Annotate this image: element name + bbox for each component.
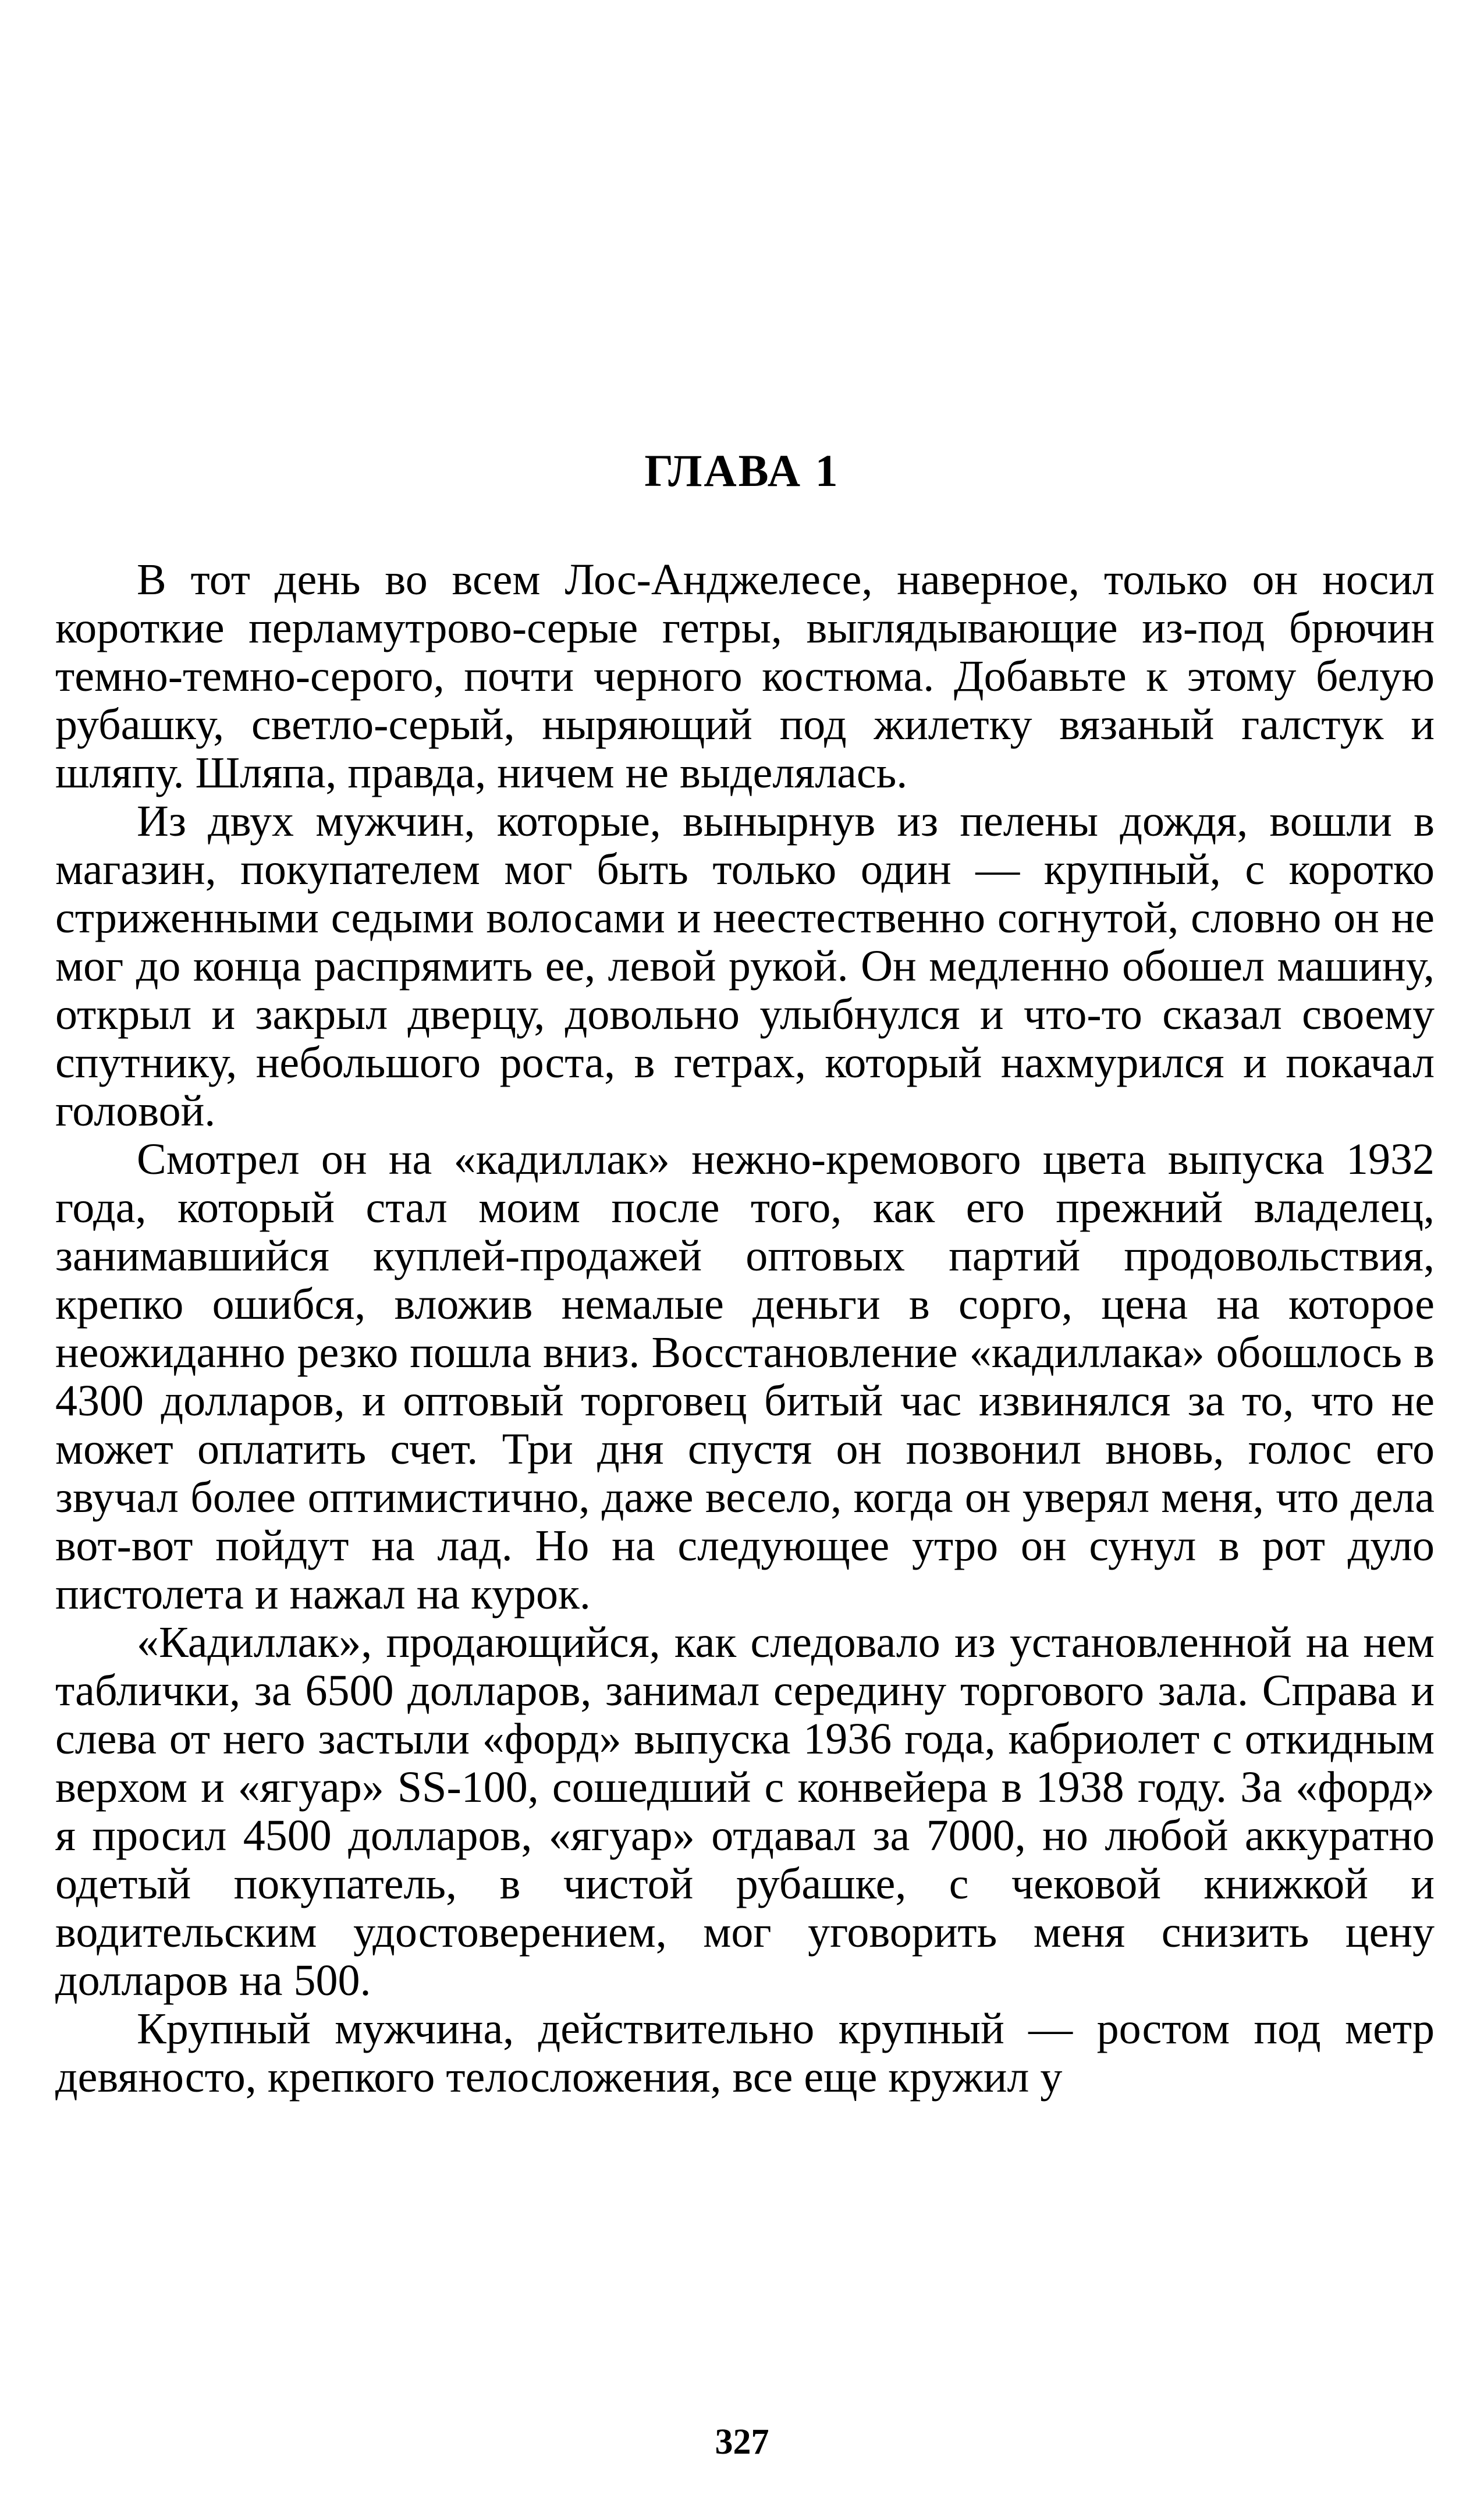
chapter-title: ГЛАВА 1 [644,445,840,496]
paragraph-3: Смотрел он на «кадиллак» нежно-кремового цвета выпуска 1932 года, который стал моим после того, как его прежний владелец, занимавшийся куплей-продажей оптовых партий продовольствия, крепко ошибся, вложив немалые деньги в сорго, цена на которое неожиданно резко пошла вниз. Восстановление «кадиллака» обошлось в 4300 долларов, и оптовый торговец битый час извинялся за то, что не может оплатить счет. Три дня спустя он позвонил вновь, голос его звучал более оптимистично, даже весело, когда он уверял меня, что дела вот-вот пойдут на лад. Но на следующее утро он сунул в рот дуло пистолета и нажал на курок. [55,1135,1435,1619]
page-number: 327 [715,2422,769,2462]
paragraph-5: Крупный мужчина, действительно крупный — ростом под метр девяносто, крепкого телосложения, все еще кружил у [55,2004,1435,2102]
paragraph-1: В тот день во всем Лос-Анджелесе, наверное, только он носил короткие перламутрово-серые гетры, выглядывающие из-под брючин темно-темно-серого, почти черного костюма. Добавьте к этому белую рубашку, светло-серый, ныряющий под жилетку вязаный галстук и шляпу. Шляпа, правда, ничем не выделялась. [55,555,1435,797]
paragraph-2: Из двух мужчин, которые, вынырнув из пелены дождя, вошли в магазин, покупателем мог быть только один — крупный, с коротко стриженными седыми волосами и неестественно согнутой, словно он не мог до конца распрямить ее, левой рукой. Он медленно обошел машину, открыл и закрыл дверцу, довольно улыбнулся и что-то сказал своему спутнику, небольшого роста, в гетрах, который нахмурился и покачал головой. [55,797,1435,1135]
paragraph-4: «Кадиллак», продающийся, как следовало из установленной на нем таблички, за 6500 долларов, занимал середину торгового зала. Справа и слева от него застыли «форд» выпуска 1936 года, кабриолет с откидным верхом и «ягуар» SS-100, сошедший с конвейера в 1938 году. За «форд» я просил 4500 долларов, «ягуар» отдавал за 7000, но любой аккуратно одетый покупатель, в чистой рубашке, с чековой книжкой и водительским удостоверением, мог уговорить меня снизить цену долларов на 500. [55,1618,1435,2005]
chapter-body [55,556,1435,2102]
